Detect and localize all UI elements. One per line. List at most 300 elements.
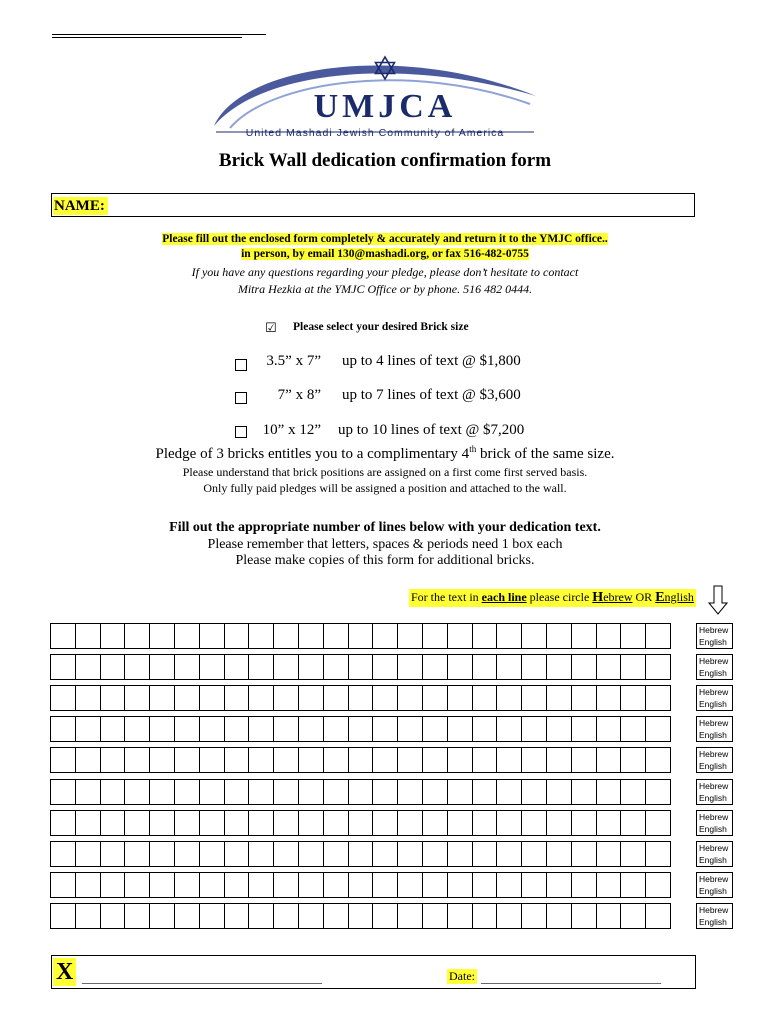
letter-box[interactable] [124,623,149,649]
letter-box[interactable] [496,685,521,711]
letter-box[interactable] [323,685,348,711]
letter-box[interactable] [372,810,397,836]
letter-box[interactable] [323,716,348,742]
letter-box[interactable] [447,903,472,929]
letter-box[interactable] [273,810,298,836]
letter-box[interactable] [496,716,521,742]
letter-box[interactable] [546,747,571,773]
letter-box[interactable] [75,654,100,680]
letter-box[interactable] [224,623,249,649]
letter-box[interactable] [645,716,671,742]
letter-box[interactable] [372,872,397,898]
letter-box[interactable] [298,841,323,867]
letter-box[interactable] [397,810,422,836]
letter-box[interactable] [199,841,224,867]
letter-box[interactable] [596,779,621,805]
letter-box[interactable] [75,810,100,836]
letter-box[interactable] [149,685,174,711]
letter-box[interactable] [124,716,149,742]
letter-box[interactable] [248,810,273,836]
grid-row [50,685,734,711]
letter-box[interactable] [149,872,174,898]
letter-box[interactable] [100,810,125,836]
letter-box[interactable] [323,903,348,929]
letter-box[interactable] [645,779,671,805]
date-field[interactable]: ______________________________ [481,971,661,985]
letter-box[interactable] [100,747,125,773]
letter-box[interactable] [496,872,521,898]
letter-box[interactable] [273,654,298,680]
english-option[interactable]: English [699,885,727,896]
letter-box[interactable] [323,747,348,773]
letter-box[interactable] [422,841,447,867]
letter-box[interactable] [298,747,323,773]
letter-box[interactable] [174,654,199,680]
letter-box[interactable] [174,623,199,649]
letter-box[interactable] [472,716,497,742]
language-choice[interactable] [696,810,733,836]
letter-box[interactable] [496,841,521,867]
letter-box[interactable] [298,810,323,836]
letter-box[interactable] [224,747,249,773]
letter-box[interactable] [224,841,249,867]
hebrew-option[interactable]: Hebrew [699,904,729,915]
name-label: NAME: [53,197,108,215]
letter-box[interactable] [620,685,645,711]
letter-box[interactable] [521,903,546,929]
letter-box[interactable] [75,623,100,649]
option-2-size: 7” x 8” [277,387,321,403]
letter-box[interactable] [472,779,497,805]
letter-box[interactable] [546,685,571,711]
instruction-line-2: in person, by email 130@mashadi.org, or fax 516-482-0755 [241,248,529,260]
letter-box[interactable] [596,747,621,773]
letter-box[interactable] [224,903,249,929]
letter-box[interactable] [571,685,596,711]
letter-box[interactable] [174,810,199,836]
language-choice[interactable] [696,841,733,867]
option-2-desc: up to 7 lines of text @ $3,600 [342,387,521,403]
letter-box[interactable] [124,841,149,867]
letter-box[interactable] [124,747,149,773]
letter-box[interactable] [397,685,422,711]
letter-box[interactable] [323,872,348,898]
letter-box[interactable] [273,747,298,773]
letter-box[interactable] [620,810,645,836]
letter-box[interactable] [348,810,373,836]
letter-box[interactable] [248,779,273,805]
letter-box[interactable] [447,654,472,680]
letter-box[interactable] [100,685,125,711]
hebrew-option[interactable]: Hebrew [699,873,729,884]
letter-box[interactable] [521,841,546,867]
letter-box[interactable] [100,872,125,898]
letter-box[interactable] [174,716,199,742]
letter-box[interactable] [447,747,472,773]
letter-box[interactable] [571,747,596,773]
letter-box[interactable] [348,747,373,773]
letter-box[interactable] [298,903,323,929]
letter-box[interactable] [620,623,645,649]
letter-box[interactable] [571,654,596,680]
letter-box[interactable] [422,747,447,773]
grid-row [50,623,734,649]
letter-box[interactable] [397,841,422,867]
letter-box[interactable] [248,747,273,773]
fill-instruction-2: Please remember that letters, spaces & periods need 1 box each [207,537,563,552]
language-choice[interactable] [696,872,733,898]
letter-box[interactable] [620,654,645,680]
letter-box[interactable] [298,779,323,805]
letter-box[interactable] [645,810,671,836]
english-option[interactable]: English [699,761,727,772]
letter-box[interactable] [174,872,199,898]
language-choice[interactable] [696,716,733,742]
letter-box[interactable] [472,872,497,898]
letter-box[interactable] [323,623,348,649]
letter-box[interactable] [50,623,75,649]
letter-box[interactable] [447,810,472,836]
letter-box[interactable] [348,716,373,742]
letter-box[interactable] [571,716,596,742]
letter-box[interactable] [521,623,546,649]
letter-box[interactable] [645,841,671,867]
letter-box[interactable] [323,810,348,836]
letter-box[interactable] [348,903,373,929]
letter-box[interactable] [298,872,323,898]
language-choice[interactable] [696,747,733,773]
language-choice[interactable] [696,779,733,805]
letter-box[interactable] [422,716,447,742]
checkbox-checked-icon: ☑ [265,321,277,336]
letter-box[interactable] [447,872,472,898]
letter-box[interactable] [422,903,447,929]
letter-box[interactable] [447,779,472,805]
letter-box[interactable] [248,872,273,898]
letter-box[interactable] [645,685,671,711]
letter-box[interactable] [199,747,224,773]
letter-box[interactable] [422,623,447,649]
letter-box[interactable] [397,872,422,898]
hebrew-option[interactable]: Hebrew [699,625,729,635]
letter-box[interactable] [521,716,546,742]
letter-box[interactable] [422,779,447,805]
letter-box[interactable] [348,779,373,805]
letter-box[interactable] [521,654,546,680]
letter-box[interactable] [472,685,497,711]
language-choice[interactable] [696,654,733,680]
letter-box[interactable] [645,872,671,898]
letter-box[interactable] [571,810,596,836]
english-option[interactable]: English [699,854,727,865]
letter-box[interactable] [596,903,621,929]
hebrew-option[interactable]: Hebrew [699,780,729,791]
english-option[interactable]: English [699,730,727,741]
grid-row [50,872,734,898]
letter-box[interactable] [100,654,125,680]
letter-box[interactable] [521,747,546,773]
letter-box[interactable] [224,685,249,711]
letter-box[interactable] [199,810,224,836]
letter-box[interactable] [645,903,671,929]
letter-box[interactable] [149,623,174,649]
letter-box[interactable] [422,654,447,680]
letter-box[interactable] [149,903,174,929]
letter-box[interactable] [323,841,348,867]
letter-box[interactable] [571,903,596,929]
letter-box[interactable] [75,747,100,773]
position-note: Please understand that brick positions are assigned on a first come first served basis. [182,465,588,479]
letter-box[interactable] [174,779,199,805]
letter-box[interactable] [124,685,149,711]
letter-box[interactable] [75,716,100,742]
letter-box[interactable] [100,841,125,867]
letter-box[interactable] [149,779,174,805]
letter-box[interactable] [50,903,75,929]
letter-box[interactable] [496,810,521,836]
letter-box[interactable] [298,716,323,742]
letter-box[interactable] [596,623,621,649]
grid-row [50,779,734,805]
letter-box[interactable] [124,779,149,805]
letter-box[interactable] [620,872,645,898]
letter-box[interactable] [447,841,472,867]
letter-box[interactable] [50,779,75,805]
letter-box[interactable] [546,654,571,680]
letter-box[interactable] [571,841,596,867]
letter-box[interactable] [372,623,397,649]
letter-box[interactable] [100,716,125,742]
letter-box[interactable] [348,872,373,898]
letter-box[interactable] [372,685,397,711]
letter-box[interactable] [124,654,149,680]
letter-box[interactable] [546,623,571,649]
letter-box[interactable] [596,654,621,680]
letter-box[interactable] [372,654,397,680]
letter-box[interactable] [397,779,422,805]
letter-box[interactable] [75,872,100,898]
letter-box[interactable] [521,685,546,711]
letter-box[interactable] [298,623,323,649]
letter-box[interactable] [397,903,422,929]
letter-box[interactable] [472,654,497,680]
signature-line[interactable]: ________________________________________ [82,971,322,985]
letter-box[interactable] [472,623,497,649]
letter-box[interactable] [348,685,373,711]
letter-box[interactable] [100,779,125,805]
letter-box[interactable] [149,747,174,773]
letter-box[interactable] [571,872,596,898]
letter-box[interactable] [472,903,497,929]
letter-box[interactable] [596,716,621,742]
letter-box[interactable] [174,685,199,711]
letter-box[interactable] [50,716,75,742]
letter-box[interactable] [546,872,571,898]
letter-box[interactable] [323,779,348,805]
letter-box[interactable] [199,654,224,680]
letter-box[interactable] [124,810,149,836]
grid-row [50,747,734,773]
letter-box[interactable] [546,779,571,805]
letter-box[interactable] [571,623,596,649]
letter-box[interactable] [496,654,521,680]
english-option[interactable]: English [699,699,727,710]
letter-box[interactable] [174,841,199,867]
letter-box[interactable] [397,623,422,649]
letter-box[interactable] [224,872,249,898]
letter-box[interactable] [348,841,373,867]
letter-box[interactable] [224,779,249,805]
letter-box[interactable] [372,779,397,805]
letter-box[interactable] [199,779,224,805]
option-1-size: 3.5” x 7” [266,353,321,369]
letter-box[interactable] [224,810,249,836]
letter-box[interactable] [496,747,521,773]
letter-box[interactable] [472,747,497,773]
letter-box[interactable] [50,841,75,867]
letter-box[interactable] [248,716,273,742]
letter-box[interactable] [199,623,224,649]
letter-box[interactable] [273,623,298,649]
letter-box[interactable] [273,685,298,711]
english-option[interactable]: English [699,668,727,679]
grid-row [50,810,734,836]
letter-box[interactable] [447,623,472,649]
letter-box[interactable] [546,716,571,742]
letter-box[interactable] [149,654,174,680]
letter-box[interactable] [248,623,273,649]
letter-box[interactable] [323,654,348,680]
letter-box[interactable] [50,747,75,773]
letter-box[interactable] [546,841,571,867]
letter-box[interactable] [422,872,447,898]
letter-box[interactable] [571,779,596,805]
letter-box[interactable] [298,685,323,711]
letter-box[interactable] [199,903,224,929]
top-rule [52,34,266,35]
letter-box[interactable] [496,779,521,805]
letter-box[interactable] [546,903,571,929]
letter-box[interactable] [248,654,273,680]
letter-box[interactable] [248,685,273,711]
letter-box[interactable] [50,654,75,680]
letter-box[interactable] [124,872,149,898]
letter-box[interactable] [447,685,472,711]
english-option[interactable]: English [699,792,727,803]
letter-box[interactable] [422,810,447,836]
letter-box[interactable] [248,841,273,867]
letter-box[interactable] [596,841,621,867]
letter-box[interactable] [620,779,645,805]
letter-box[interactable] [50,872,75,898]
hebrew-option[interactable]: Hebrew [699,811,729,822]
letter-box[interactable] [372,841,397,867]
english-option[interactable]: English [699,637,727,647]
letter-box[interactable] [397,654,422,680]
letter-box[interactable] [75,685,100,711]
letter-box[interactable] [496,623,521,649]
letter-box[interactable] [224,716,249,742]
letter-box[interactable] [174,903,199,929]
letter-box[interactable] [472,810,497,836]
letter-box[interactable] [372,747,397,773]
letter-box[interactable] [521,779,546,805]
letter-box[interactable] [546,810,571,836]
english-option[interactable]: English [699,916,727,927]
letter-box[interactable] [273,872,298,898]
letter-box[interactable] [596,872,621,898]
letter-box[interactable] [596,685,621,711]
letter-box[interactable] [273,716,298,742]
letter-box[interactable] [100,903,125,929]
letter-box[interactable] [124,903,149,929]
letter-box[interactable] [620,903,645,929]
hebrew-option[interactable]: Hebrew [699,749,729,760]
letter-box[interactable] [298,654,323,680]
letter-box[interactable] [472,841,497,867]
letter-box[interactable] [397,716,422,742]
english-option[interactable]: English [699,823,727,834]
letter-box[interactable] [447,716,472,742]
letter-box[interactable] [521,810,546,836]
letter-box[interactable] [645,654,671,680]
letter-box[interactable] [199,872,224,898]
grid-row [50,716,734,742]
letter-box[interactable] [224,654,249,680]
letter-box[interactable] [397,747,422,773]
letter-box[interactable] [496,903,521,929]
hebrew-option[interactable]: Hebrew [699,687,729,698]
letter-box[interactable] [149,810,174,836]
letter-box[interactable] [620,716,645,742]
letter-box[interactable] [521,872,546,898]
letter-box[interactable] [348,623,373,649]
letter-box[interactable] [174,747,199,773]
letter-box[interactable] [348,654,373,680]
letter-box[interactable] [149,841,174,867]
letter-box[interactable] [50,810,75,836]
hebrew-option[interactable]: Hebrew [699,842,729,853]
letter-box[interactable] [620,841,645,867]
letter-box[interactable] [75,903,100,929]
letter-box[interactable] [372,903,397,929]
letter-box[interactable] [149,716,174,742]
language-choice[interactable] [696,903,733,929]
letter-box[interactable] [273,903,298,929]
letter-box[interactable] [273,841,298,867]
language-choice[interactable] [696,623,733,649]
letter-box[interactable] [50,685,75,711]
letter-box[interactable] [645,623,671,649]
letter-box[interactable] [645,747,671,773]
letter-box[interactable] [248,903,273,929]
hebrew-option[interactable]: Hebrew [699,718,729,729]
letter-box[interactable] [100,623,125,649]
name-field[interactable] [51,193,695,217]
grid-row [50,841,734,867]
letter-box[interactable] [273,779,298,805]
letter-box[interactable] [199,716,224,742]
letter-box[interactable] [75,841,100,867]
letter-box[interactable] [422,685,447,711]
letter-box[interactable] [620,747,645,773]
letter-box[interactable] [372,716,397,742]
letter-box[interactable] [596,810,621,836]
letter-box[interactable] [199,685,224,711]
letter-box[interactable] [75,779,100,805]
language-choice[interactable] [696,685,733,711]
hebrew-option[interactable]: Hebrew [699,656,729,667]
